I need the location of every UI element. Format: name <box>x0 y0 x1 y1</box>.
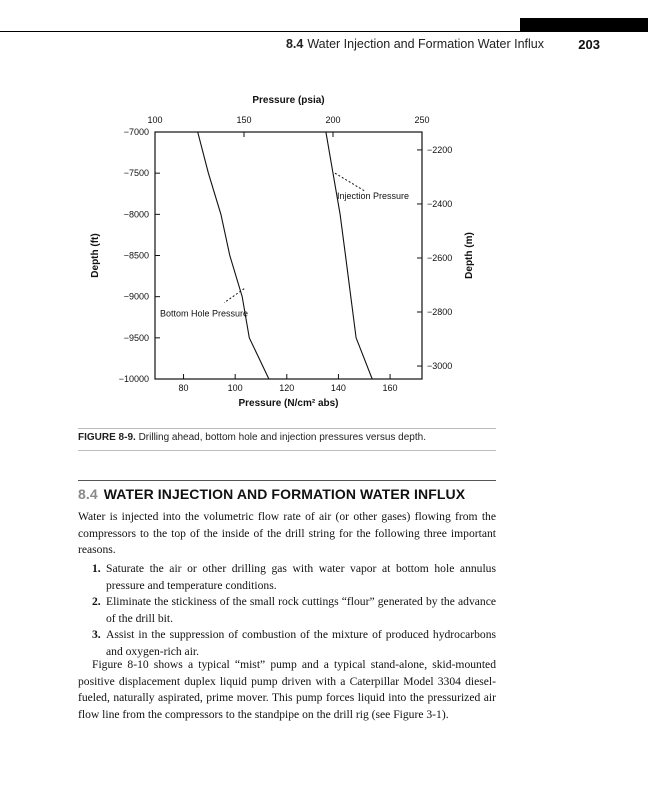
left-tick-label: −9500 <box>123 332 149 343</box>
figure-caption <box>78 432 496 443</box>
bottom-hole-pressure-line <box>198 132 269 379</box>
bottom-tick-label: 100 <box>227 383 243 393</box>
intro-paragraph: Water is injected into the volumetric flow rate of air (or other gases) flowing from the compressors to the top of the inside of the drill string for the following three important reasons. <box>78 510 496 556</box>
right-tick-label: −2400 <box>427 198 453 209</box>
section-number: 8.4 <box>78 486 98 502</box>
right-tick-label: −2600 <box>427 252 453 263</box>
figure-rule-bottom <box>78 450 496 451</box>
list-item-number: 2. <box>92 595 101 608</box>
y-axis-label-right: Depth (m) <box>464 232 475 279</box>
injection-pressure-line <box>326 132 372 379</box>
reasons-list <box>92 561 496 660</box>
x-axis-label: Pressure (N/cm² abs) <box>238 398 339 409</box>
right-tick-label: −2800 <box>427 307 453 318</box>
page-number: 203 <box>578 37 600 52</box>
section-title: WATER INJECTION AND FORMATION WATER INFLUX <box>103 486 466 502</box>
pressure-depth-chart <box>0 88 648 418</box>
header-rule <box>0 31 648 32</box>
body-paragraph: Figure 8-10 shows a typical “mist” pump and a typical stand-alone, skid-mounted positive displacement duplex liquid pump driven with a Caterpillar Model 3304 diesel-fueled, naturally aspirated, prime mover. This pump forces liquid into the pressurized air flow line from the compressors to the standpipe on the drill rig (see Figure 3-1). <box>78 658 496 721</box>
figure-rule-top <box>78 428 496 429</box>
plot-frame <box>155 132 422 379</box>
bottom-tick-label: 120 <box>279 383 295 393</box>
list-item-number: 1. <box>92 562 101 575</box>
top-tick-label: 100 <box>147 115 163 125</box>
running-head-title: Water Injection and Formation Water Influx <box>307 37 544 51</box>
list-item-number: 3. <box>92 628 101 641</box>
list-item-text: Assist in the suppression of combustion of the mixture of produced hydrocarbons and oxygen-rich air. <box>106 628 496 658</box>
left-tick-label: −7500 <box>123 168 149 179</box>
left-tick-label: −8500 <box>123 250 149 261</box>
top-tick-label: 250 <box>414 115 430 125</box>
annotation-bottom-hole-pressure: Bottom Hole Pressure <box>160 308 249 319</box>
bottom-tick-label: 80 <box>178 383 189 393</box>
list-item <box>92 594 496 627</box>
right-tick-label: −3000 <box>427 361 453 372</box>
list-item-text: Saturate the air or other drilling gas with water vapor at bottom hole annulus pressure and temperature conditions. <box>106 562 496 592</box>
bottom-tick-label: 140 <box>330 383 346 393</box>
right-tick-label: −2200 <box>427 144 453 155</box>
list-item <box>92 561 496 594</box>
header-bar <box>520 18 648 32</box>
left-tick-label: −7000 <box>123 127 149 137</box>
running-head-section: 8.4 <box>285 37 304 51</box>
left-tick-label: −8000 <box>123 209 149 220</box>
bottom-tick-label: 160 <box>382 383 398 393</box>
annotation-leader <box>224 289 244 303</box>
y-axis-label-left: Depth (ft) <box>90 233 101 278</box>
top-tick-label: 150 <box>236 115 252 125</box>
left-tick-label: −10000 <box>118 374 149 384</box>
left-tick-label: −9000 <box>123 291 149 302</box>
figure-label: FIGURE 8-9. <box>78 432 136 443</box>
annotation-injection-pressure: Injection Pressure <box>337 191 410 202</box>
section-heading <box>78 486 508 502</box>
top-tick-label: 200 <box>325 115 341 125</box>
annotation-leader <box>335 173 365 191</box>
running-head <box>286 37 544 51</box>
figure-caption-text: Drilling ahead, bottom hole and injection pressures versus depth. <box>138 432 426 443</box>
list-item-text: Eliminate the stickiness of the small rock cuttings “flour” generated by the advance of the drill bit. <box>106 595 496 625</box>
chart-title: Pressure (psia) <box>252 95 325 106</box>
list-item <box>92 627 496 660</box>
section-rule <box>78 480 496 481</box>
